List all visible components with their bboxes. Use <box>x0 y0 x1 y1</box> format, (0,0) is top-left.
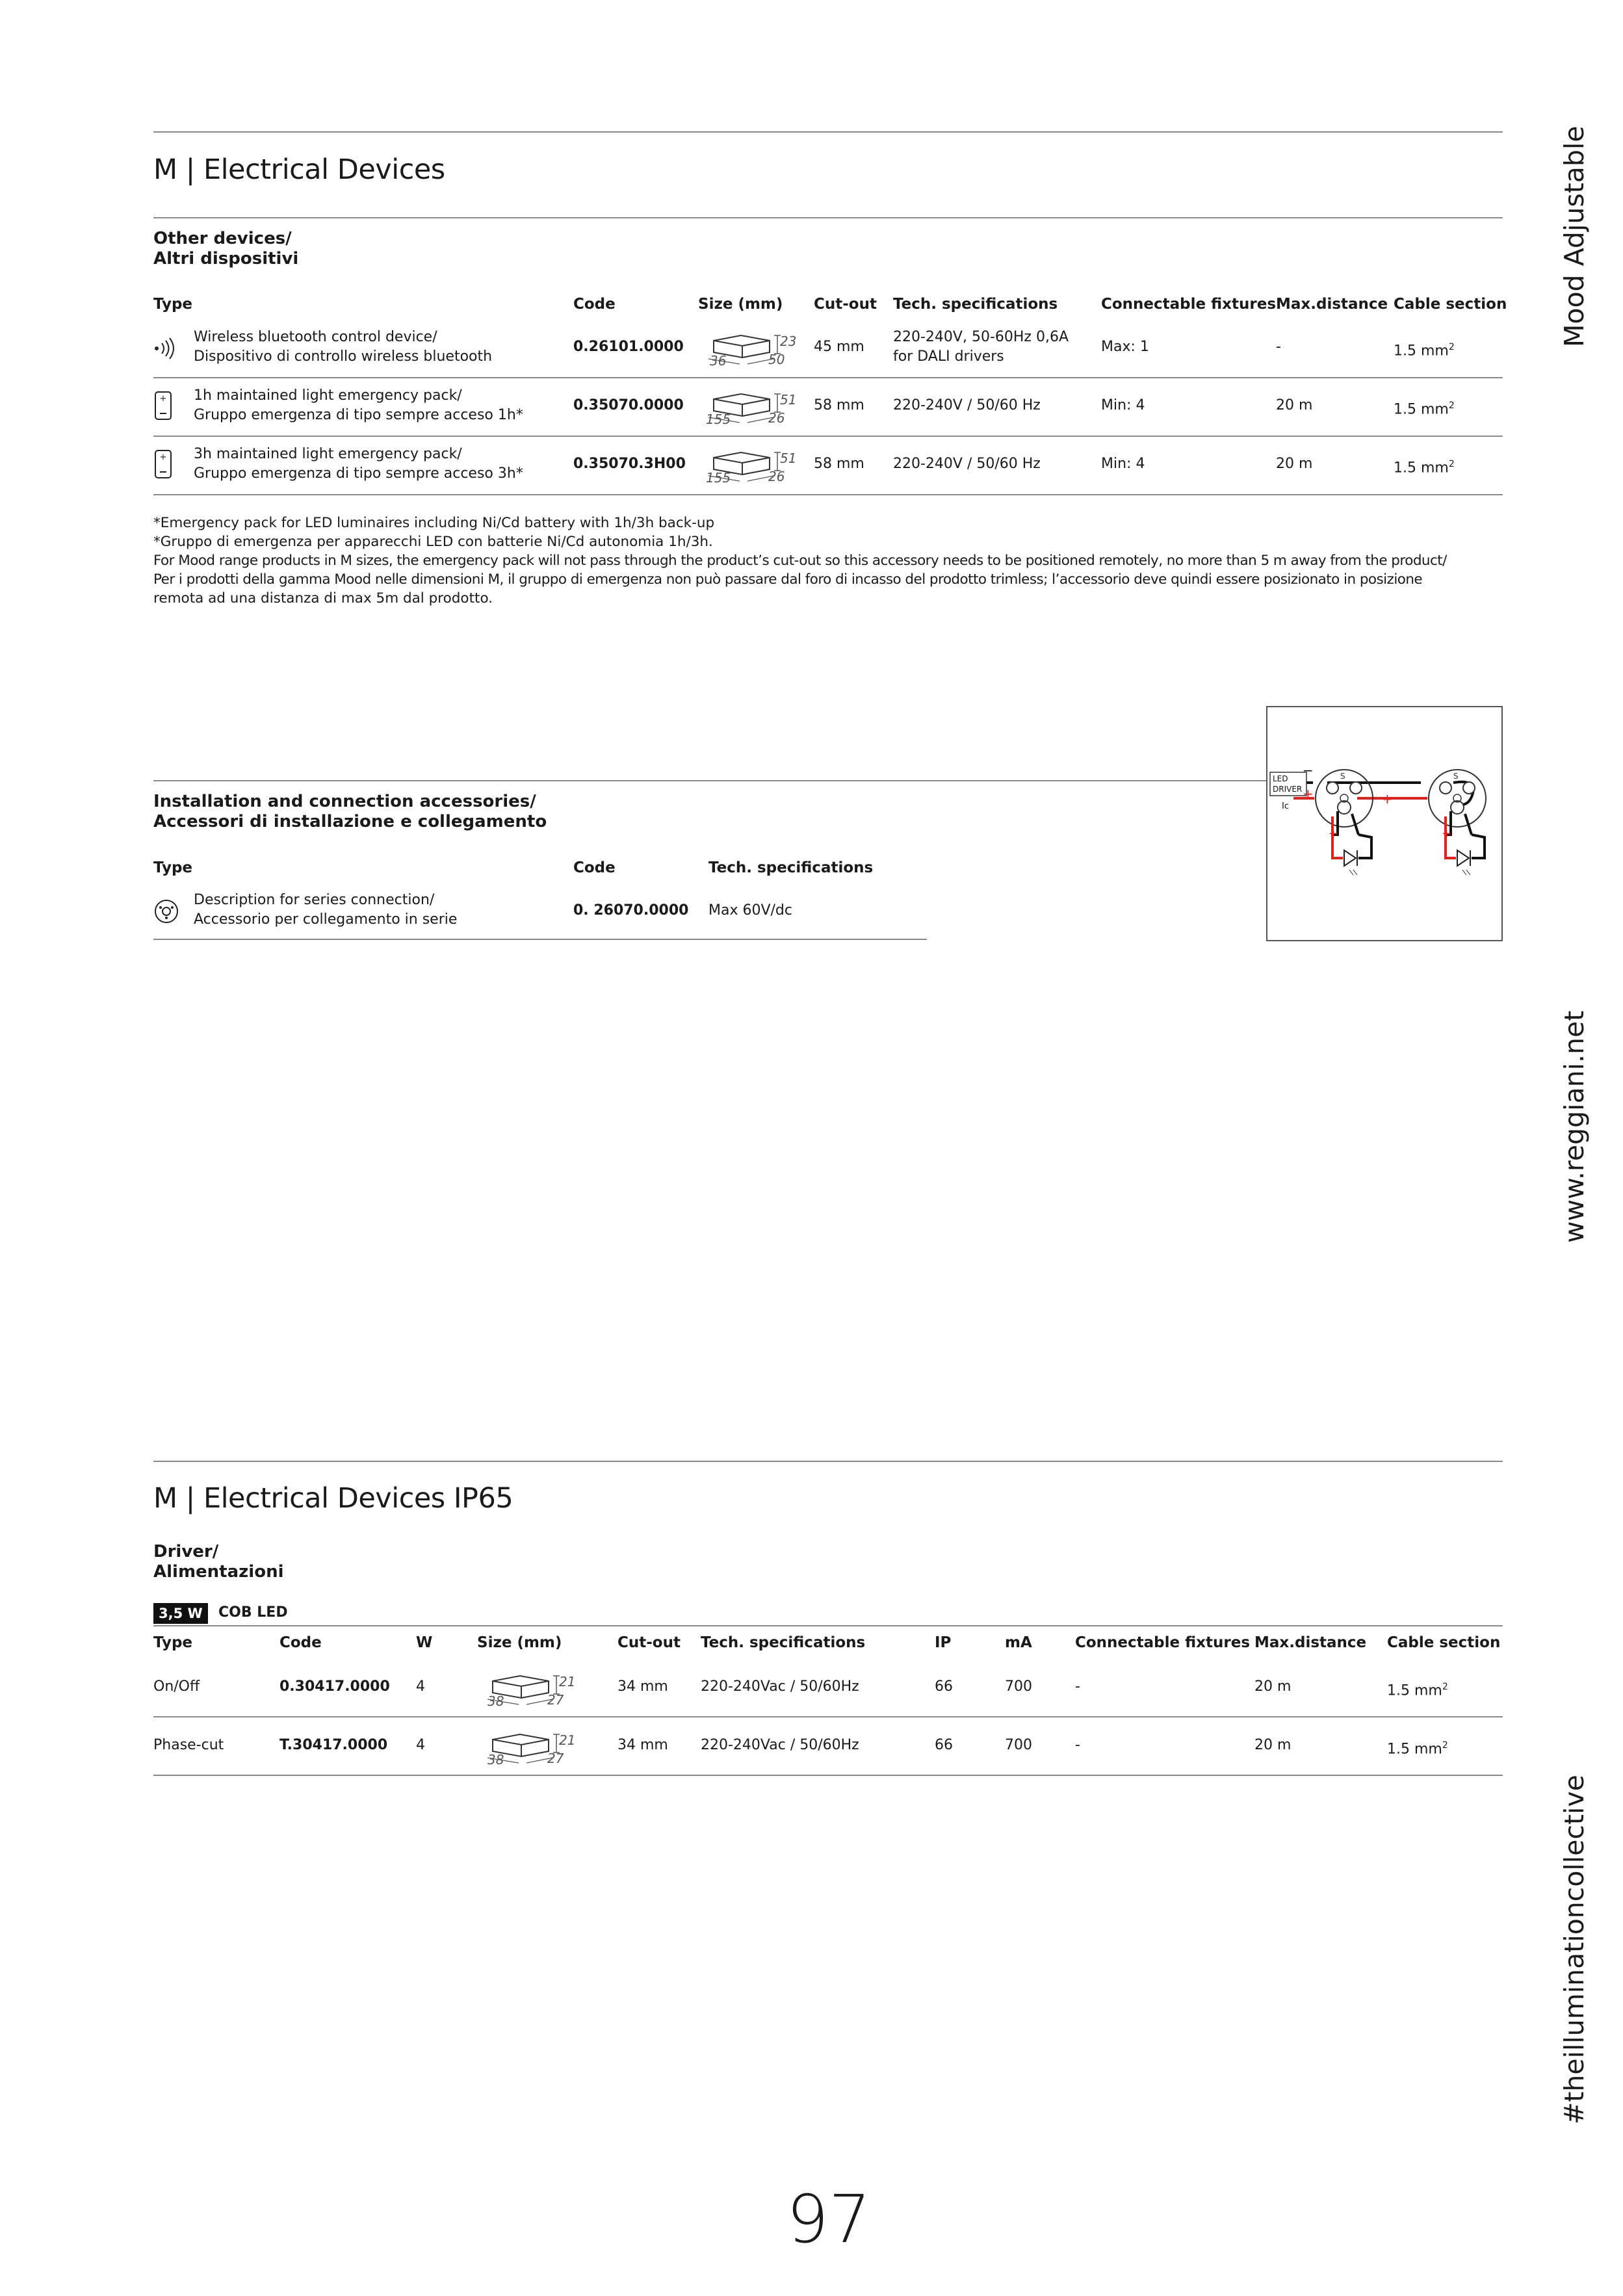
row2-cutout: 58 mm <box>814 397 864 413</box>
ip-row2-maxdistance: 20 m <box>1254 1737 1292 1753</box>
ip-row2-ma: 700 <box>1005 1737 1032 1753</box>
ip-row1-tech: 220-240Vac / 50/60Hz <box>701 1678 859 1695</box>
row2-maxdistance: 20 m <box>1276 397 1313 413</box>
power-badge: 3,5 W <box>153 1603 208 1624</box>
ip-row2-cable: 1.5 $mm^2$ <box>1387 1740 1448 1758</box>
side-label-mood-adjustable: Mood Adjustable <box>1559 125 1590 347</box>
row1-cutout: 45 mm <box>814 339 864 355</box>
diagram-plus-2: + <box>1382 791 1393 807</box>
row1-tech: 220-240V, 50-60Hz 0,6A for DALI drivers <box>893 329 1069 365</box>
header-type: Type <box>153 296 193 313</box>
subtitle-other-devices: Other devices/ Altri dispositivi <box>153 229 299 268</box>
row2-size-l: 155 <box>706 411 731 427</box>
row2-connectable: Min: 4 <box>1101 397 1145 413</box>
ip-row1-type: On/Off <box>153 1678 200 1695</box>
battery-icon <box>153 390 173 421</box>
row3-cutout: 58 mm <box>814 456 864 472</box>
diagram-label-driver: DRIVER <box>1273 785 1303 794</box>
footnotes: *Emergency pack for LED luminaires including Ni/Cd battery with 1h/3h back-up *Gruppo di emergenza per apparecchi LED con batterie Ni/Cd autonomia 1h/3h. For Mood range products in M sizes, the emergency pack will not pass through the product’s cut-out so this accessory needs to be positioned remotely, no more than 5 m away from the product/ Per i prodotti della gamma Mood nelle dimensioni M, il gruppo di emergenza non può passare dal foro di incasso del prodotto trimless; l’accessorio deve quindi essere posizionato in posizione remota ad una distanza di max 5m dal prodotto. <box>153 515 1447 607</box>
ip-row1-size-h: 21 <box>559 1674 576 1689</box>
ip-row1-ip: 66 <box>935 1678 953 1695</box>
header-cutout: Cut-out <box>617 1634 681 1651</box>
section-rule <box>153 217 1503 218</box>
header-ma: mA <box>1005 1634 1032 1651</box>
ip-row1-connectable: - <box>1075 1678 1080 1695</box>
header-tech: Tech. specifications <box>701 1634 866 1651</box>
svg-text:+: + <box>159 452 167 462</box>
row2-tech: 220-240V / 50/60 Hz <box>893 397 1041 413</box>
section-title-electrical-devices: M | Electrical Devices <box>153 153 445 186</box>
section2-rule <box>153 780 1271 781</box>
header-size: Size (mm) <box>698 296 783 313</box>
row3-tech: 220-240V / 50/60 Hz <box>893 456 1041 472</box>
diagram-plus-3: + <box>1329 827 1339 841</box>
ip-row2-w: 4 <box>416 1737 425 1753</box>
row2-type: 1h maintained light emergency pack/ Gruppo emergenza di tipo sempre acceso 1h* <box>194 387 523 423</box>
row1-maxdistance: - <box>1276 339 1281 355</box>
ip-row1-w: 4 <box>416 1678 425 1695</box>
header-tech: Tech. specifications <box>893 296 1058 313</box>
ip-row1-maxdistance: 20 m <box>1254 1678 1292 1695</box>
ip-row2-code: T.30417.0000 <box>279 1737 388 1753</box>
header-size: Size (mm) <box>477 1634 562 1651</box>
ip-row2-connectable: - <box>1075 1737 1080 1753</box>
ip-row2-size-h: 21 <box>559 1732 576 1748</box>
header-connectable: Connectable fixtures <box>1075 1634 1251 1651</box>
section3-top-rule <box>153 1461 1503 1462</box>
row3-cable: 1.5 $mm^2$ <box>1394 459 1455 476</box>
row3-code: 0.35070.3H00 <box>573 456 686 472</box>
ip-row2-tech: 220-240Vac / 50/60Hz <box>701 1737 859 1753</box>
side-label-website[interactable]: www.reggiani.net <box>1559 1010 1590 1243</box>
row-divider <box>153 1775 1503 1776</box>
row-divider <box>153 377 1503 378</box>
row2-size-h: 51 <box>780 392 797 408</box>
ip-row2-ip: 66 <box>935 1737 953 1753</box>
ip-row1-ma: 700 <box>1005 1678 1032 1695</box>
row-divider <box>153 939 927 940</box>
ip-row1-code: 0.30417.0000 <box>279 1678 390 1695</box>
row1-size-h: 23 <box>780 333 797 349</box>
ip-row1-size-l: 38 <box>487 1693 504 1709</box>
row2-size-w: 26 <box>768 410 785 426</box>
row1-size-l: 36 <box>710 353 727 369</box>
battery-icon <box>153 449 173 480</box>
header-cable: Cable section <box>1394 296 1507 313</box>
page-number: 97 <box>786 2181 871 2258</box>
diagram-minus: − <box>1303 763 1314 778</box>
badge-label: COB LED <box>218 1604 288 1621</box>
row-series-type: Description for series connection/ Accessorio per collegamento in serie <box>194 892 458 928</box>
series-connector-icon <box>153 898 179 924</box>
diagram-s-2: S <box>1453 772 1459 781</box>
diagram-plus-4: + <box>1442 827 1452 841</box>
row-series-tech: Max 60V/dc <box>708 902 792 919</box>
top-rule <box>153 131 1503 133</box>
row-series-code: 0. 26070.0000 <box>573 902 689 919</box>
bluetooth-signal-icon <box>153 337 177 360</box>
header-cable: Cable section <box>1387 1634 1501 1651</box>
row2-code: 0.35070.0000 <box>573 397 684 413</box>
series-wiring-diagram <box>1266 706 1503 941</box>
side-label-hashtag: #theilluminationcollective <box>1559 1775 1590 2124</box>
header-type: Type <box>153 1634 193 1651</box>
diagram-plus-1: + <box>1303 786 1314 802</box>
header-w: W <box>416 1634 433 1651</box>
row3-size-l: 155 <box>706 470 731 486</box>
subtitle-driver: Driver/ Alimentazioni <box>153 1542 284 1582</box>
row3-size-h: 51 <box>780 450 797 466</box>
header-connectable: Connectable fixtures <box>1101 296 1277 313</box>
header-maxdistance: Max.distance <box>1276 296 1388 313</box>
ip-row1-cutout: 34 mm <box>617 1678 668 1695</box>
row-divider <box>153 1716 1503 1717</box>
section-title-electrical-devices-ip65: M | Electrical Devices IP65 <box>153 1482 513 1515</box>
ip-row2-size-l: 38 <box>487 1752 504 1768</box>
row-divider <box>153 494 1503 495</box>
header-maxdistance: Max.distance <box>1254 1634 1367 1651</box>
diagram-s-1: S <box>1340 772 1345 781</box>
ip-row2-size-w: 27 <box>547 1751 564 1766</box>
header-code: Code <box>573 296 616 313</box>
header-rule <box>153 1625 1503 1626</box>
header-code: Code <box>279 1634 322 1651</box>
row-divider <box>153 436 1503 437</box>
row1-connectable: Max: 1 <box>1101 339 1149 355</box>
row3-size-w: 26 <box>768 469 785 484</box>
header-tech: Tech. specifications <box>708 859 874 876</box>
row3-type: 3h maintained light emergency pack/ Gruppo emergenza di tipo sempre acceso 3h* <box>194 446 523 482</box>
row1-code: 0.26101.0000 <box>573 339 684 355</box>
row1-cable: 1.5 $mm^2$ <box>1394 342 1455 359</box>
ip-row1-cable: 1.5 $mm^2$ <box>1387 1682 1448 1699</box>
header-type: Type <box>153 859 193 876</box>
row1-type: Wireless bluetooth control device/ Dispositivo di controllo wireless bluetooth <box>194 329 493 365</box>
header-code: Code <box>573 859 616 876</box>
svg-text:+: + <box>159 394 167 404</box>
ip-row2-type: Phase-cut <box>153 1737 224 1753</box>
diagram-label-ic: Ic <box>1282 802 1289 811</box>
row3-maxdistance: 20 m <box>1276 456 1313 472</box>
row3-connectable: Min: 4 <box>1101 456 1145 472</box>
subtitle-installation: Installation and connection accessories/ Accessori di installazione e collegamento <box>153 792 547 831</box>
diagram-label-led: LED <box>1273 774 1288 783</box>
header-ip: IP <box>935 1634 952 1651</box>
header-cutout: Cut-out <box>814 296 877 313</box>
row1-size-w: 50 <box>768 352 785 367</box>
ip-row1-size-w: 27 <box>547 1692 564 1708</box>
row2-cable: 1.5 $mm^2$ <box>1394 400 1455 418</box>
ip-row2-cutout: 34 mm <box>617 1737 668 1753</box>
